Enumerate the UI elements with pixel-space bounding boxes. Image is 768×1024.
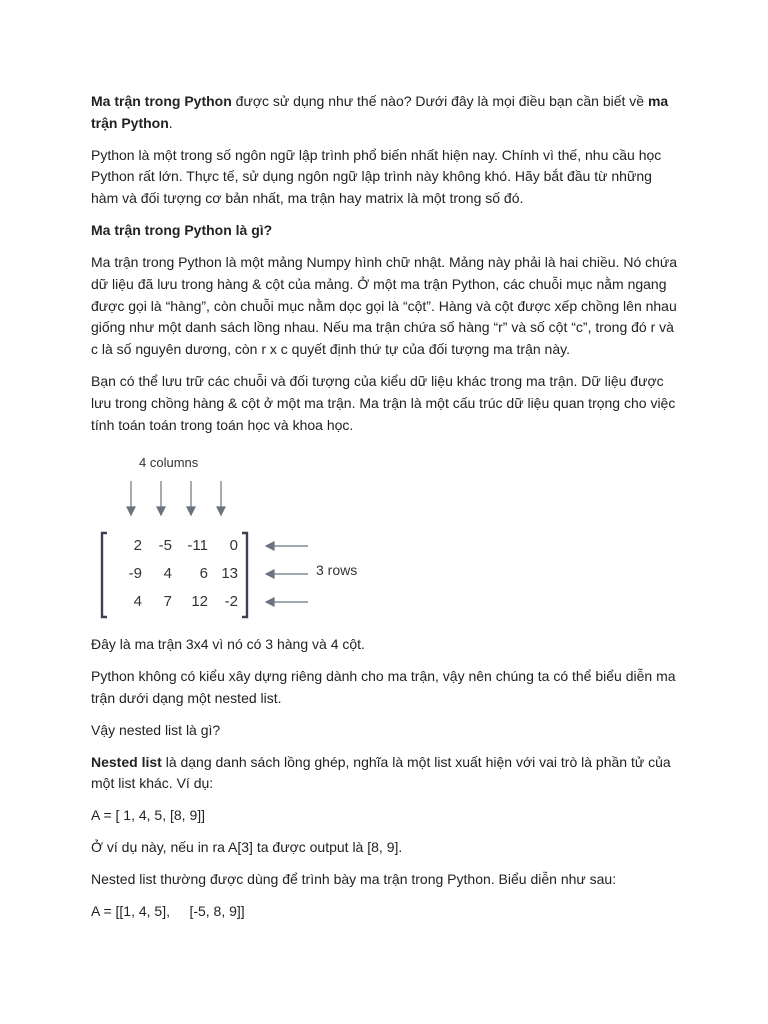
intro-paragraph bbox=[91, 91, 683, 135]
matrix-cell: 6 bbox=[199, 565, 208, 583]
paragraph-6: Vậy nested list là gì? bbox=[91, 721, 221, 738]
matrix-cell: 0 bbox=[229, 537, 238, 555]
rows-label: 3 rows bbox=[316, 562, 358, 579]
matrix-cell: 12 bbox=[191, 593, 208, 611]
intro-text: được sử dụng như thế nào? Dưới đây là mọi điều bạn cần biết về bbox=[231, 93, 648, 109]
paragraph-1: Python là một trong số ngôn ngữ lập trình phổ biến nhất hiện nay. Chính vì thế, nhu cầu học Python rất lớn. Thực tế, sử dụng ngôn ngữ lập trình này không khó. Hãy bắt đầu từ những hàm và đối tượng cơ bản nhất, ma trận hay matrix là một trong số đó. bbox=[91, 146, 662, 207]
intro-bold-term: Ma trận trong Python bbox=[91, 93, 232, 109]
paragraph-5: Python không có kiểu xây dựng riêng dành cho ma trận, vậy nên chúng ta có thể biểu diễn ma trận dưới dạng một nested list. bbox=[91, 668, 676, 706]
matrix-cell: -9 bbox=[128, 565, 142, 583]
matrix-cell: -2 bbox=[224, 593, 238, 611]
intro-bold-term-2: ma trận Python bbox=[91, 93, 669, 131]
intro-text-end: . bbox=[168, 114, 173, 131]
article-body bbox=[91, 91, 683, 932]
left-bracket bbox=[102, 533, 107, 617]
matrix-figure bbox=[91, 449, 391, 621]
code-example-1: A = [ 1, 4, 5, [8, 9]] bbox=[91, 807, 206, 824]
row-arrows bbox=[266, 542, 308, 606]
right-bracket bbox=[242, 533, 247, 617]
matrix-cell: -5 bbox=[158, 537, 172, 555]
matrix-cell: 4 bbox=[133, 593, 142, 611]
paragraph-2: Ma trận trong Python là một mảng Numpy hình chữ nhật. Mảng này phải là hai chiều. Nó chứa dữ liệu đã lưu trong hàng & cột của mảng. Ở một ma trận Python, các chuỗi mục nằm ngang được gọi là “hàng”, còn chuỗi mục nằm dọc gọi là “cột”. Hàng và cột được xếp chồng lên nhau giống như một danh sách lồng nhau. Nếu ma trận chứa số hàng “r” và số cột “c”, trong đó r và c là số nguyên dương, còn r x c quyết định thứ tự của đối tượng ma trận này. bbox=[91, 253, 678, 358]
matrix-values bbox=[112, 532, 238, 616]
matrix-cell: -11 bbox=[187, 537, 208, 555]
paragraph-9: Nested list thường được dùng để trình bày ma trận trong Python. Biểu diễn như sau: bbox=[91, 870, 617, 887]
matrix-cell: 7 bbox=[163, 593, 172, 611]
paragraph-4: Đây là ma trận 3x4 vì nó có 3 hàng và 4 cột. bbox=[91, 636, 365, 653]
matrix-cell: 13 bbox=[221, 565, 238, 583]
paragraph-7 bbox=[91, 752, 683, 796]
matrix-cell: 2 bbox=[133, 537, 142, 555]
columns-label: 4 columns bbox=[139, 455, 199, 471]
nested-list-definition: là dạng danh sách lồng ghép, nghĩa là một list xuất hiện với vai trò là phần tử của một list khác. Ví dụ: bbox=[91, 753, 671, 792]
nested-list-term: Nested list bbox=[91, 753, 162, 770]
paragraph-3: Bạn có thể lưu trữ các chuỗi và đối tượng của kiểu dữ liệu khác trong ma trận. Dữ liệu được lưu trong chồng hàng & cột ở một ma trận. Ma trận là một cấu trúc dữ liệu quan trọng cho việc tính toán toán trong toán học và khoa học. bbox=[91, 372, 676, 433]
column-arrows bbox=[127, 481, 225, 515]
section-heading: Ma trận trong Python là gì? bbox=[91, 221, 273, 238]
matrix-cell: 4 bbox=[163, 565, 172, 583]
paragraph-8: Ở ví dụ này, nếu in ra A[3] ta được output là [8, 9]. bbox=[91, 838, 403, 855]
code-example-2: A = [[1, 4, 5], [-5, 8, 9]] bbox=[91, 902, 245, 919]
